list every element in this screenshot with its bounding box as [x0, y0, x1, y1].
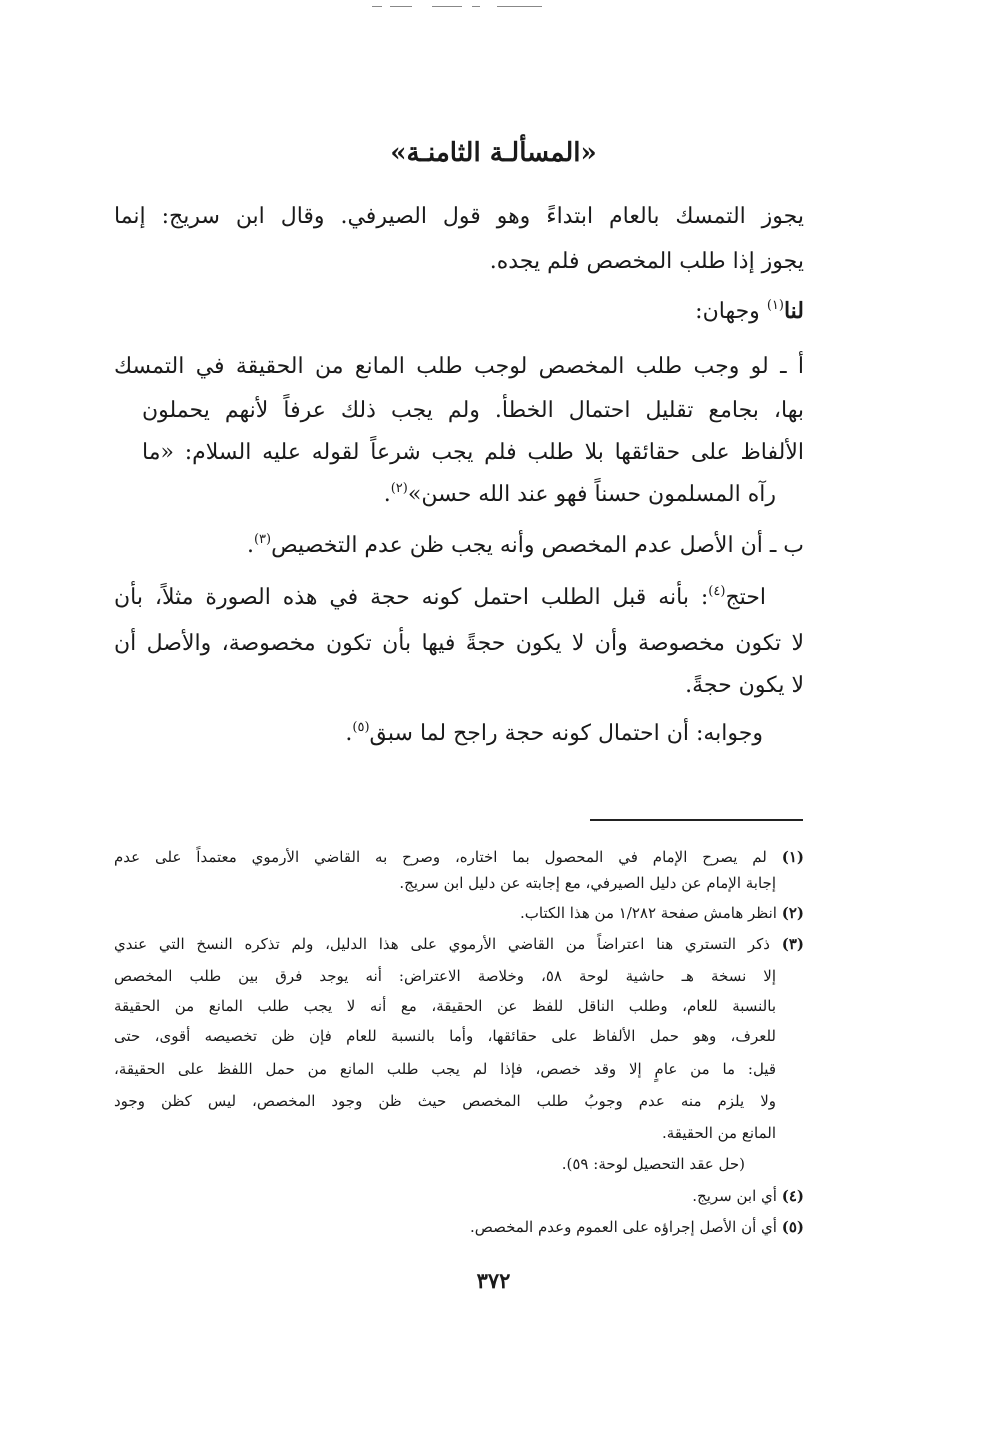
lana-rest: وجهان: — [695, 299, 767, 324]
footnote-ref: (٢) — [390, 481, 408, 496]
footnote-separator — [590, 819, 803, 821]
footnote-ref: (٥) — [352, 720, 370, 735]
footnote-number: (٤) — [781, 1187, 804, 1205]
footnote-5 — [114, 1214, 804, 1240]
footnote-3-cont: إلا نسخة هـ حاشية لوحة ٥٨، وخلاصة الاعتراض: أنه يوجد فرق بين طلب المخصص — [114, 967, 776, 985]
paragraph-line: يجوز التمسك بالعام ابتداءً وهو قول الصيرفي. وقال ابن سريج: إنما — [114, 204, 804, 229]
top-scan-marks — [372, 4, 542, 10]
item-a-line: أ ـ لو وجب طلب المخصص لوجب طلب المانع من الحقيقة في التمسك — [114, 354, 804, 379]
lana-word: لنا — [783, 298, 804, 324]
item-a-line — [86, 478, 776, 512]
footnote-2 — [114, 900, 804, 926]
footnote-text: أي أن الأصل إجراؤه على العموم وعدم المخصص. — [469, 1218, 782, 1236]
ihtaj-line: لا تكون مخصوصة وأن لا يكون حجةً فيها بأن تكون مخصوصة، والأصل أن — [114, 631, 804, 656]
footnote-4 — [114, 1183, 804, 1209]
footnote-3-cont: للعرف، وهو حمل الألفاظ على حقائقها، وأما بالنسبة للعام فإن ظن تخصيصه أقوى، حتى — [114, 1027, 776, 1045]
footnote-ref: (٣) — [253, 532, 272, 547]
footnote-3-cont: بالنسبة للعام، وطلب الناقل للفظ عن الحقيقة، مع أنه لا يجب طلب المانع من الحقيقة — [114, 997, 776, 1015]
section-heading-lana — [114, 294, 804, 329]
footnote-ref: (٤) — [708, 584, 726, 599]
footnote-3-cont: قيل: ما من عامٍ إلا وقد خصص، فإذا لم يجب طلب المانع من حمل اللفظ على الحقيقة، — [114, 1060, 776, 1078]
item-a-line: الألفاظ على حقائقها بلا طلب فلم يجب شرعاً لقوله عليه السلام: «ما — [142, 440, 804, 465]
paragraph-line: يجوز إذا طلب المخصص فلم يجده. — [489, 249, 804, 274]
ihtaj-line — [114, 581, 804, 615]
footnote-1 — [114, 844, 804, 870]
footnote-3 — [114, 931, 804, 957]
footnote-ref: (١) — [766, 298, 784, 313]
answer-line — [73, 717, 763, 751]
item-b-text: ب ـ أن الأصل عدم المخصص وأنه يجب ظن عدم التخصيص — [271, 533, 804, 558]
item-b-line — [114, 529, 804, 563]
footnote-number: (٥) — [781, 1218, 804, 1236]
footnote-number: (٢) — [781, 904, 804, 922]
ihtaj-word: احتج — [725, 585, 766, 610]
footnote-text: أي ابن سريج. — [692, 1187, 782, 1205]
period: . — [345, 721, 353, 746]
page-number: ٣٧٢ — [476, 1268, 511, 1293]
footnote-3-cont: ولا يلزم منه عدم وجوبُ طلب المخصص حيث ظن وجود المخصص، ليس كظن وجود — [114, 1092, 776, 1110]
footnote-3-source: (حل عقد التحصيل لوحة: ٥٩). — [561, 1155, 745, 1173]
footnote-text: ذكر التستري هنا اعتراضاً من القاضي الأرموي على هذا الدليل، ولم تذكره النسخ التي عندي — [114, 935, 782, 953]
chapter-title: «المسألـة الثامنـة» — [390, 138, 597, 168]
footnote-number: (١) — [781, 848, 804, 866]
footnote-1-cont: إجابة الإمام عن دليل الصيرفي، مع إجابته عن دليل ابن سريج. — [399, 874, 776, 892]
footnote-text: انظر هامش صفحة ١/٢٨٢ من هذا الكتاب. — [520, 904, 782, 922]
period: . — [246, 533, 254, 558]
quote-text: رآه المسلمون حسناً فهو عند الله حسن» — [407, 482, 776, 507]
answer-text: وجوابه: أن احتمال كونه حجة راجح لما سبق — [369, 721, 763, 746]
ihtaj-line: لا يكون حجةً. — [685, 673, 804, 698]
footnote-3-cont: المانع من الحقيقة. — [661, 1124, 776, 1142]
footnote-number: (٣) — [781, 935, 804, 953]
item-a-line: بها، بجامع تقليل احتمال الخطأ. ولم يجب ذلك عرفاً لأنهم يحملون — [142, 398, 804, 423]
period: . — [383, 482, 391, 507]
footnote-text: لم يصرح الإمام في المحصول بما اختاره، وصرح به القاضي الأرموي معتمداً على عدم — [114, 848, 782, 866]
ihtaj-rest: : بأنه قبل الطلب احتمل كونه حجة في هذه الصورة مثلاً، بأن — [114, 585, 709, 610]
